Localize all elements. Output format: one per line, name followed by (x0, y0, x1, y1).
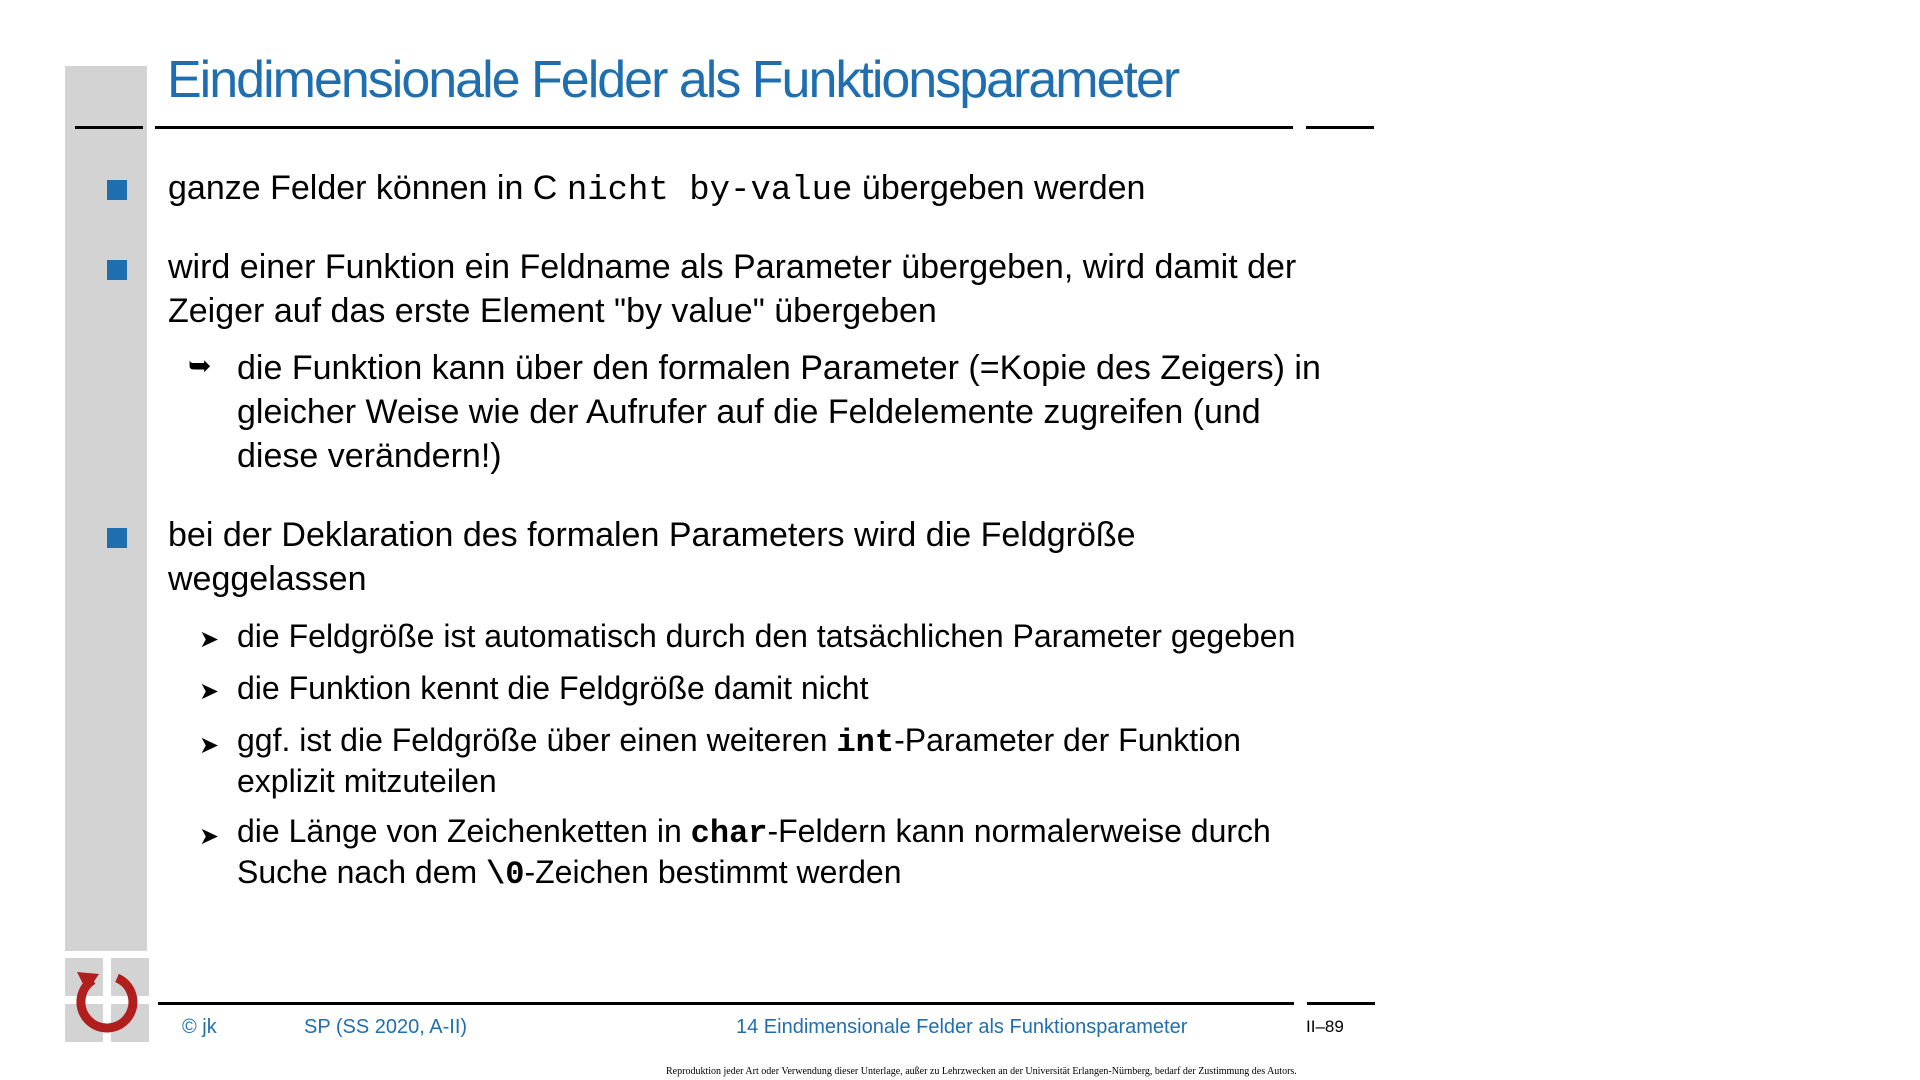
bullet-3-sub-3-line-2: explizit mitzuteilen (237, 763, 497, 799)
bullet-3-line-2: weggelassen (168, 560, 367, 598)
sidebar-strip (65, 66, 147, 951)
bullet-3-sub-4-line2-post: -Zeichen bestimmt werden (524, 854, 902, 890)
bullet-3-sub-4-line2-code: \0 (486, 856, 525, 893)
bullet-3-sub-3 (237, 721, 1241, 800)
implication-arrow-icon: ➥ (188, 349, 212, 382)
footer-course: SP (SS 2020, A-II) (304, 1016, 468, 1038)
bullet-3-sub-4-post: -Feldern kann normalerweise durch (767, 813, 1271, 849)
arrowhead-icon: ➤ (199, 625, 220, 653)
page-number: II–89 (1306, 1017, 1344, 1036)
bullet-3 (168, 513, 1136, 601)
bullet-1-post: übergeben werden (852, 169, 1146, 207)
footer-disclaimer: Reproduktion jeder Art oder Verwendung dieser Unterlage, außer zu Lehrzwecken an der Universität Erlangen-Nürnberg, bedarf der Zustimmung des Autors. (666, 1066, 1297, 1077)
bullet-square (107, 180, 127, 200)
title-rule-main (155, 126, 1293, 129)
footer-section: 14 Eindimensionale Felder als Funktionsparameter (736, 1016, 1188, 1038)
bullet-2-sub-line-1: die Funktion kann über den formalen Parameter (=Kopie des Zeigers) in (237, 349, 1321, 387)
arrowhead-icon: ➤ (199, 822, 220, 850)
bullet-1-code: nicht by-value (566, 172, 853, 210)
bullet-square (107, 528, 127, 548)
footer-rule-main (158, 1002, 1294, 1005)
bullet-3-sub-4-pre: die Länge von Zeichenketten in (237, 813, 691, 849)
bullet-3-sub-3-post: -Parameter der Funktion (894, 722, 1241, 758)
bullet-3-sub-3-pre: ggf. ist die Feldgröße über einen weiteren (237, 722, 837, 758)
bullet-2-sub-line-3: diese verändern!) (237, 437, 502, 475)
bullet-3-line-1: bei der Deklaration des formalen Parameters wird die Feldgröße (168, 516, 1136, 554)
footer-copyright: © jk (182, 1016, 217, 1038)
title-rule-right (1306, 126, 1374, 129)
bullet-1-pre: ganze Felder können in C (168, 169, 567, 207)
bullet-3-sub-2: die Funktion kennt die Feldgröße damit nicht (237, 670, 869, 706)
slide-title: Eindimensionale Felder als Funktionsparameter (167, 51, 1179, 109)
bullet-3-sub-4-code: char (690, 815, 768, 852)
arrowhead-icon: ➤ (199, 731, 220, 759)
bullet-2-sub (237, 346, 1321, 478)
bullet-3-sub-3-code: int (836, 724, 895, 761)
bullet-2-line-2: Zeiger auf das erste Element "by value" übergeben (168, 292, 937, 330)
footer-rule-right (1307, 1002, 1375, 1005)
bullet-2 (168, 245, 1296, 333)
bullet-1 (168, 166, 1145, 213)
bullet-3-sub-4-line2-pre: Suche nach dem (237, 854, 487, 890)
university-logo-icon (65, 958, 149, 1042)
bullet-3-sub-4 (237, 812, 1271, 894)
title-rule-left (75, 126, 143, 129)
arrowhead-icon: ➤ (199, 677, 220, 705)
bullet-square (107, 260, 127, 280)
bullet-2-sub-line-2: gleicher Weise wie der Aufrufer auf die Feldelemente zugreifen (und (237, 393, 1261, 431)
bullet-2-line-1: wird einer Funktion ein Feldname als Parameter übergeben, wird damit der (168, 248, 1297, 286)
bullet-3-sub-1: die Feldgröße ist automatisch durch den tatsächlichen Parameter gegeben (237, 618, 1296, 654)
